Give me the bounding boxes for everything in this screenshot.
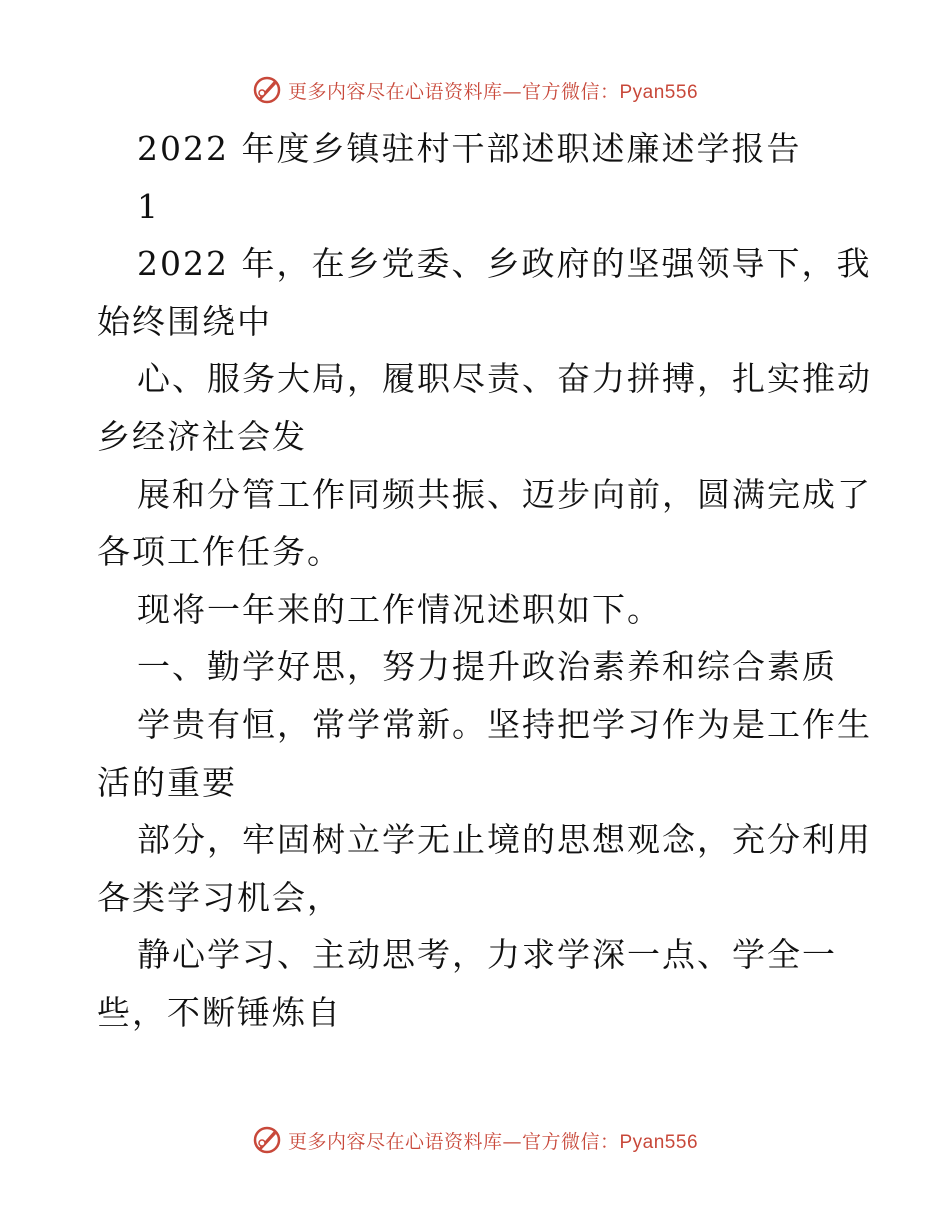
text-line: 心、服务大局，履职尽责、奋力拼搏，扎实推动 (137, 359, 872, 399)
text-line: 些，不断锤炼自 (97, 992, 342, 1032)
text-line: 1 (137, 186, 160, 226)
quill-logo-icon (252, 1125, 282, 1155)
banner-wechat-id: Pyan556 (619, 1131, 699, 1153)
text-line: 各类学习机会， (97, 877, 342, 917)
text-line: 部分，牢固树立学无止境的思想观念，充分利用 (137, 820, 872, 860)
banner-separator: — (502, 80, 522, 103)
banner-text (288, 77, 698, 104)
banner-text (288, 1127, 698, 1154)
section-heading: 一、勤学好思，努力提升政治素养和综合素质 (137, 647, 837, 687)
banner-separator: — (502, 1130, 522, 1153)
banner-slogan: 更多内容尽在心语资料库 (287, 1130, 503, 1153)
banner-wechat-id: Pyan556 (619, 81, 699, 103)
text-line: 学贵有恒，常学常新。坚持把学习作为是工作生 (137, 704, 872, 744)
header-banner (0, 70, 950, 110)
text-line: 各项工作任务。 (97, 532, 342, 572)
banner-wechat-label: 官方微信： (521, 1130, 620, 1153)
document-body (97, 120, 872, 1042)
document-title: 2022 年度乡镇驻村干部述职述廉述学报告 (137, 129, 802, 168)
text-line: 展和分管工作同频共振、迈步向前，圆满完成了 (137, 474, 872, 514)
text-line: 2022 年，在乡党委、乡政府的坚强领导下，我 (137, 244, 872, 284)
text-line: 现将一年来的工作情况述职如下。 (137, 589, 662, 629)
text-line: 静心学习、主动思考，力求学深一点、学全一 (137, 935, 837, 975)
text-line: 始终围绕中 (97, 301, 272, 341)
banner-slogan: 更多内容尽在心语资料库 (287, 80, 503, 103)
text-line: 乡经济社会发 (97, 416, 307, 456)
footer-banner (0, 1120, 950, 1160)
banner-wechat-label: 官方微信： (521, 80, 620, 103)
text-line: 活的重要 (97, 762, 237, 802)
quill-logo-icon (252, 75, 282, 105)
